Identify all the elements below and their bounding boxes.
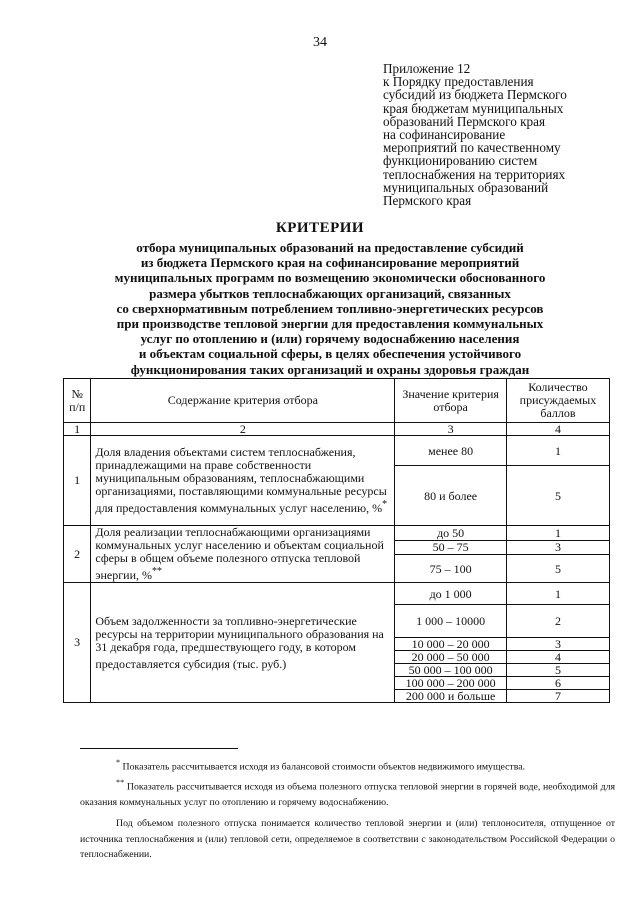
subtitle-line: отбора муниципальных образований на предоставление субсидий [136,240,524,255]
criterion-text: Объем задолженности за топливно-энергетические ресурсы на территории муниципального образования на 31 декабря года, предшествующего году, в котором предоставляется субсидия (тыс. руб.) [91,583,395,703]
page-number: 34 [313,35,327,50]
criterion-points: 1 [506,526,609,541]
criterion-text: Доля владения объектами систем теплоснабжения, принадлежащими на праве собственности муниципальным образованиям, теплоснабжающими организациями, поставляющими коммунальные ресурсы для предоставления коммунальных услуг населению, %* [91,436,395,526]
footnote-separator [80,748,238,749]
appendix-line: теплоснабжения на территориях [383,166,566,182]
criterion-value: 50 000 – 100 000 [395,664,507,677]
subtitle-line: со сверхнормативным потреблением топливно-энергетических ресурсов [116,300,544,316]
criterion-points: 7 [506,690,609,703]
appendix-line: муниципальных образований [383,179,549,195]
criterion-value: 20 000 – 50 000 [395,651,507,664]
criterion-value: менее 80 [395,436,507,466]
criterion-value: 80 и более [395,466,507,526]
criteria-table [63,378,610,703]
index-cell: 4 [506,423,609,436]
subtitle-line: размера убытков теплоснабжающих организаций, связанных [149,285,511,301]
appendix-line: мероприятий по качественному [383,140,561,156]
document-title: КРИТЕРИИ [275,220,365,236]
criterion-value: до 1 000 [395,583,507,605]
table-row [64,583,610,605]
criterion-value: 75 – 100 [395,555,507,583]
index-cell: 1 [64,423,91,436]
criterion-points: 5 [506,664,609,677]
criterion-points: 3 [506,638,609,651]
index-cell: 2 [91,423,395,436]
subtitle-line: функционирования таких организаций и охраны здоровья граждан [130,361,530,377]
table-row [64,526,610,541]
index-cell: 3 [395,423,507,436]
subtitle-line: услуг по отоплению и (или) горячему водоснабжению населения [140,331,520,347]
appendix-line: функционированию систем [383,153,538,169]
appendix-line: к Порядку предоставления [383,74,534,90]
header-points: Количество присуждаемых баллов [506,379,609,423]
criterion-points: 5 [506,466,609,526]
criterion-value: 1 000 – 10000 [395,605,507,638]
criterion-value: 10 000 – 20 000 [395,638,507,651]
table-row [64,436,610,466]
appendix-line: субсидий из бюджета Пермского [383,87,567,103]
appendix-line: Пермского края [383,193,472,209]
criterion-text: Доля реализации теплоснабжающими организациями коммунальных услуг населению и объектам социальной сферы в общем объеме полезного отпуска тепловой энергии, %** [91,526,395,583]
footnotes [80,755,615,863]
criterion-points: 6 [506,677,609,690]
criterion-points: 4 [506,651,609,664]
criterion-value: 200 000 и больше [395,690,507,703]
subtitle-line: и объектам социальной сферы, в целях обеспечения устойчивого [138,346,522,362]
footnote-mark: ** [116,777,125,787]
criterion-number: 3 [64,583,91,703]
subtitle-line: муниципальных программ по возмещению экономически обоснованного [114,270,546,286]
criterion-value: 50 – 75 [395,540,507,555]
criterion-number: 2 [64,526,91,583]
criterion-value: до 50 [395,526,507,541]
appendix-block [383,62,623,207]
footnote: * Показатель рассчитывается исходя из балансовой стоимости объектов недвижимого имущества. [116,758,526,773]
header-num: № п/п [64,379,91,423]
subtitle-line: из бюджета Пермского края на софинансирование мероприятий [140,255,520,271]
criterion-points: 1 [506,436,609,466]
criterion-number: 1 [64,436,91,526]
header-content: Содержание критерия отбора [91,379,395,423]
footnote-mark: ** [152,566,163,577]
footnote-mark: * [116,758,121,767]
footnote-note: Под объемом полезного отпуска понимается количество тепловой энергии и (или) теплоносителя, отпущенное от источника теплоснабжения и (или) тепловой сети, определяемое в соответствии с законодательством Российской Федерации о теплоснабжении. [80,818,615,861]
subtitle-line: при производстве тепловой энергии для предоставления коммунальных [116,316,544,332]
appendix-line: образований Пермского края [383,113,546,129]
criterion-points: 3 [506,540,609,555]
footnote-mark: * [382,499,388,510]
criterion-value: 100 000 – 200 000 [395,677,507,690]
criterion-points: 1 [506,583,609,605]
footnote: ** Показатель рассчитывается исходя из объема полезного отпуска тепловой энергии в горячей воде, необходимой для оказания коммунальных услуг по отоплению и горячему водоснабжению. [80,777,615,808]
criterion-points: 2 [506,605,609,638]
table-header-row [64,379,610,423]
column-index-row [64,423,610,436]
header-value: Значение критерия отбора [395,379,507,423]
appendix-line: края бюджетам муниципальных [383,100,564,116]
criterion-points: 5 [506,555,609,583]
appendix-line: Приложение 12 [383,61,471,76]
document-subtitle [40,240,620,377]
appendix-line: на софинансирование [383,127,506,143]
